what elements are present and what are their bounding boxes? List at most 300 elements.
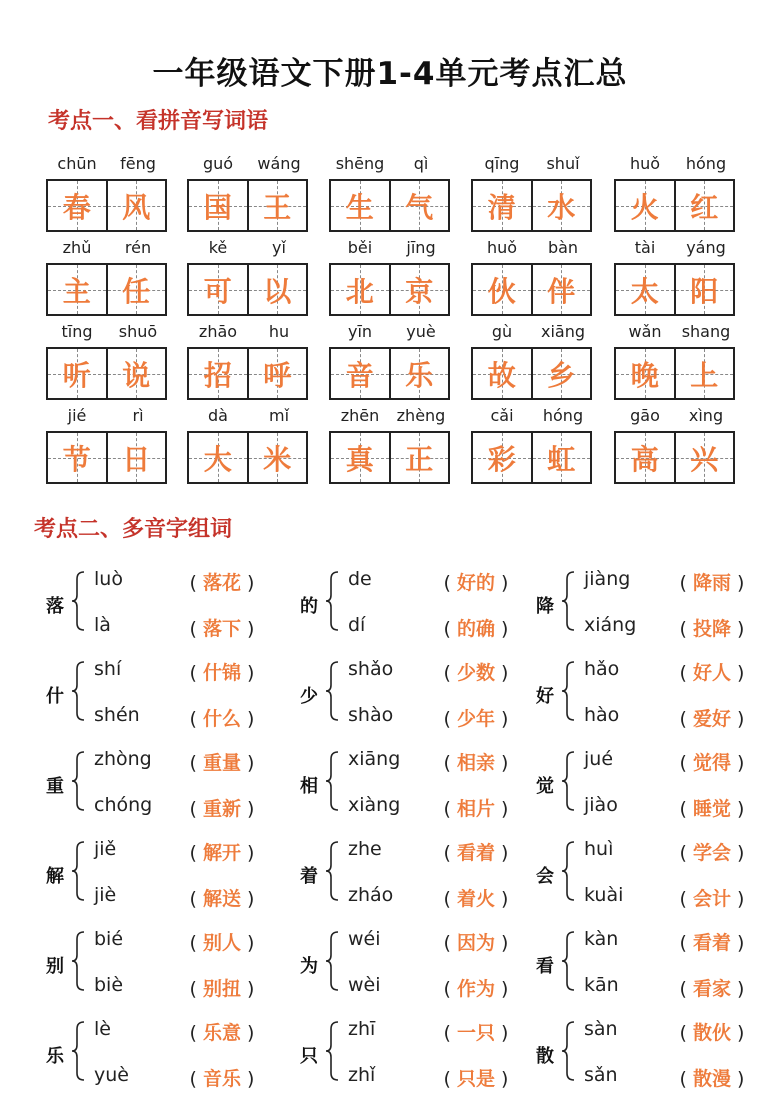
answer-parentheses: ( 少数 ) (443, 662, 509, 684)
answer-parentheses: ( 睡觉 ) (679, 798, 745, 820)
polyphonic-row (40, 742, 760, 832)
polyphonic-entry (294, 652, 534, 742)
pinyin-line (329, 238, 452, 262)
polyphonic-char: 乐 (46, 1046, 64, 1067)
tianzige-cell (473, 181, 531, 230)
answer-character: 正 (405, 442, 434, 476)
pinyin-line (614, 322, 737, 346)
reading-pinyin: luò (94, 568, 123, 590)
brace-icon (70, 930, 86, 992)
answer-character: 音 (345, 358, 374, 392)
tianzige-box (329, 179, 450, 232)
reading-pinyin: huì (584, 838, 614, 860)
answer-word: 爱好 (692, 708, 731, 730)
answer-word: 重量 (202, 752, 241, 774)
answer-word: 着火 (456, 888, 495, 910)
pinyin-line (329, 154, 452, 178)
section1-heading: 考点一、看拼音写词语 (48, 109, 269, 134)
pinyin-syllable: kě (208, 238, 228, 257)
answer-word: 相片 (456, 798, 495, 820)
answer-word: 解开 (202, 842, 241, 864)
polyphonic-char: 少 (300, 686, 318, 707)
answer-character: 高 (630, 442, 659, 476)
tianzige-cell (331, 265, 389, 314)
reading-pinyin: hǎo (584, 658, 620, 680)
reading-pinyin: xiāng (348, 748, 401, 770)
pinyin-syllable: shuō (118, 322, 158, 341)
pinyin-syllable: wǎn (628, 322, 662, 341)
answer-parentheses: ( 别人 ) (189, 932, 255, 954)
pinyin-writing-grid (46, 154, 746, 490)
answer-word: 重新 (202, 798, 241, 820)
answer-parentheses: ( 相片 ) (443, 798, 509, 820)
tianzige-box (187, 179, 308, 232)
answer-parentheses: ( 着火 ) (443, 888, 509, 910)
tianzige-box (614, 179, 735, 232)
pinyin-syllable: gāo (630, 406, 660, 425)
reading-pinyin: zhǐ (348, 1064, 376, 1086)
tianzige-cell (473, 265, 531, 314)
tianzige-cell (189, 265, 247, 314)
answer-parentheses: ( 好人 ) (679, 662, 745, 684)
brace-icon (70, 840, 86, 902)
reading-pinyin: de (348, 568, 372, 590)
brace-icon (560, 840, 576, 902)
polyphonic-entry (294, 742, 534, 832)
answer-word: 的确 (456, 618, 495, 640)
polyphonic-char: 的 (300, 596, 318, 617)
pinyin-syllable: mǐ (268, 406, 290, 425)
polyphonic-char: 相 (300, 776, 318, 797)
answer-word: 睡觉 (692, 798, 731, 820)
answer-parentheses: ( 什么 ) (189, 708, 255, 730)
answer-parentheses: ( 乐意 ) (189, 1022, 255, 1044)
tianzige-cell (616, 265, 674, 314)
reading-pinyin: wèi (348, 974, 381, 996)
reading-pinyin: kān (584, 974, 619, 996)
polyphonic-char: 散 (536, 1046, 554, 1067)
answer-word: 解送 (202, 888, 241, 910)
tianzige-cell (48, 265, 106, 314)
reading-pinyin: dí (348, 614, 366, 636)
pinyin-syllable: shang (681, 322, 731, 341)
polyphonic-entry (530, 742, 770, 832)
answer-character: 水 (547, 190, 576, 224)
word-item (46, 322, 169, 392)
tianzige-cell (189, 181, 247, 230)
tianzige-box (187, 347, 308, 400)
tianzige-cell (331, 433, 389, 482)
reading-pinyin: bié (94, 928, 124, 950)
pinyin-syllable: huǒ (629, 154, 661, 173)
tianzige-cell (389, 349, 449, 398)
brace-icon (560, 1020, 576, 1082)
answer-character: 气 (405, 190, 434, 224)
answer-parentheses: ( 少年 ) (443, 708, 509, 730)
reading-pinyin: hào (584, 704, 620, 726)
pinyin-syllable: dà (208, 406, 228, 425)
polyphonic-char: 为 (300, 956, 318, 977)
pinyin-syllable: chūn (57, 154, 97, 173)
word-item (471, 322, 594, 392)
tianzige-cell (531, 181, 591, 230)
pinyin-line (614, 238, 737, 262)
answer-character: 清 (487, 190, 516, 224)
answer-character: 伙 (487, 274, 516, 308)
answer-character: 说 (122, 358, 151, 392)
pinyin-line (329, 322, 452, 346)
tianzige-box (614, 263, 735, 316)
pinyin-line (46, 154, 169, 178)
word-item (329, 238, 452, 308)
tianzige-cell (106, 433, 166, 482)
reading-pinyin: kuài (584, 884, 624, 906)
tianzige-box (329, 347, 450, 400)
reading-pinyin: sàn (584, 1018, 618, 1040)
reading-pinyin: là (94, 614, 111, 636)
answer-word: 乐意 (202, 1022, 241, 1044)
brace-icon (324, 930, 340, 992)
tianzige-cell (616, 349, 674, 398)
pinyin-syllable: yīn (347, 322, 373, 341)
pinyin-line (471, 322, 594, 346)
brace-icon (70, 750, 86, 812)
polyphonic-entry (40, 742, 280, 832)
pinyin-syllable: zhèng (396, 406, 446, 425)
reading-pinyin: wéi (348, 928, 381, 950)
tianzige-box (187, 431, 308, 484)
reading-pinyin: xiàng (348, 794, 401, 816)
answer-parentheses: ( 解送 ) (189, 888, 255, 910)
reading-pinyin: jué (584, 748, 614, 770)
answer-word: 看着 (456, 842, 495, 864)
reading-pinyin: shào (348, 704, 394, 726)
brace-icon (560, 750, 576, 812)
tianzige-box (614, 431, 735, 484)
tianzige-cell (106, 181, 166, 230)
section2-heading: 考点二、多音字组词 (34, 517, 233, 542)
pinyin-syllable: hu (268, 322, 290, 341)
pinyin-line (46, 406, 169, 430)
answer-character: 乡 (547, 358, 576, 392)
answer-word: 觉得 (692, 752, 731, 774)
answer-word: 散漫 (692, 1068, 731, 1090)
answer-character: 呼 (263, 358, 292, 392)
answer-character: 招 (203, 358, 232, 392)
tianzige-box (46, 263, 167, 316)
pinyin-syllable: běi (347, 238, 373, 257)
answer-parentheses: ( 会计 ) (679, 888, 745, 910)
answer-character: 火 (630, 190, 659, 224)
pinyin-syllable: yuè (406, 322, 436, 341)
brace-icon (324, 750, 340, 812)
tianzige-cell (616, 433, 674, 482)
word-item (614, 238, 737, 308)
tianzige-cell (674, 349, 734, 398)
brace-icon (324, 570, 340, 632)
reading-pinyin: chóng (94, 794, 153, 816)
word-item (614, 154, 737, 224)
answer-parentheses: ( 只是 ) (443, 1068, 509, 1090)
tianzige-cell (531, 433, 591, 482)
pinyin-line (471, 238, 594, 262)
pinyin-syllable: yǐ (272, 238, 286, 257)
word-row (46, 406, 746, 490)
polyphonic-char: 好 (536, 686, 554, 707)
tianzige-cell (531, 349, 591, 398)
word-item (329, 406, 452, 476)
polyphonic-row (40, 562, 760, 652)
tianzige-cell (106, 265, 166, 314)
word-item (46, 238, 169, 308)
answer-parentheses: ( 散伙 ) (679, 1022, 745, 1044)
tianzige-box (614, 347, 735, 400)
polyphonic-entry (530, 922, 770, 1012)
pinyin-syllable: xiāng (540, 322, 585, 341)
pinyin-syllable: hóng (685, 154, 727, 173)
answer-parentheses: ( 看家 ) (679, 978, 745, 1000)
word-item (329, 322, 452, 392)
pinyin-syllable: tài (634, 238, 656, 257)
pinyin-syllable: yáng (686, 238, 726, 257)
pinyin-syllable: zhāo (198, 322, 238, 341)
tianzige-cell (674, 433, 734, 482)
word-item (471, 406, 594, 476)
polyphonic-entry (530, 652, 770, 742)
reading-pinyin: yuè (94, 1064, 129, 1086)
answer-parentheses: ( 投降 ) (679, 618, 745, 640)
answer-word: 看着 (692, 932, 731, 954)
polyphonic-grid (40, 562, 760, 1102)
answer-character: 伴 (547, 274, 576, 308)
reading-pinyin: sǎn (584, 1064, 618, 1086)
pinyin-syllable: guó (202, 154, 234, 173)
pinyin-syllable: rén (124, 238, 152, 257)
pinyin-syllable: shēng (335, 154, 385, 173)
answer-character: 京 (405, 274, 434, 308)
pinyin-syllable: xìng (688, 406, 724, 425)
pinyin-syllable: huǒ (486, 238, 518, 257)
answer-character: 可 (203, 274, 232, 308)
pinyin-line (187, 406, 310, 430)
polyphonic-entry (530, 832, 770, 922)
answer-character: 阳 (690, 274, 719, 308)
answer-word: 散伙 (692, 1022, 731, 1044)
polyphonic-char: 解 (46, 866, 64, 887)
tianzige-box (471, 179, 592, 232)
answer-parentheses: ( 爱好 ) (679, 708, 745, 730)
polyphonic-char: 落 (46, 596, 64, 617)
answer-character: 日 (122, 442, 151, 476)
pinyin-line (187, 322, 310, 346)
pinyin-line (46, 238, 169, 262)
reading-pinyin: shǎo (348, 658, 394, 680)
answer-parentheses: ( 相亲 ) (443, 752, 509, 774)
answer-parentheses: ( 作为 ) (443, 978, 509, 1000)
polyphonic-row (40, 1012, 760, 1102)
tianzige-cell (247, 265, 307, 314)
tianzige-box (471, 263, 592, 316)
reading-pinyin: jiě (94, 838, 117, 860)
polyphonic-char: 会 (536, 866, 554, 887)
answer-word: 会计 (692, 888, 731, 910)
reading-pinyin: jiào (584, 794, 618, 816)
answer-parentheses: ( 降雨 ) (679, 572, 745, 594)
reading-pinyin: zhī (348, 1018, 376, 1040)
polyphonic-entry (294, 1012, 534, 1102)
word-item (187, 238, 310, 308)
polyphonic-entry (40, 562, 280, 652)
answer-character: 以 (263, 274, 292, 308)
word-item (471, 238, 594, 308)
answer-parentheses: ( 重新 ) (189, 798, 255, 820)
answer-character: 王 (263, 190, 292, 224)
tianzige-box (46, 179, 167, 232)
polyphonic-entry (294, 832, 534, 922)
pinyin-line (614, 154, 737, 178)
page-title: 一年级语文下册1-4单元考点汇总 (152, 56, 628, 92)
word-item (471, 154, 594, 224)
pinyin-syllable: bàn (547, 238, 579, 257)
pinyin-syllable: tīng (61, 322, 93, 341)
word-row (46, 322, 746, 406)
brace-icon (560, 660, 576, 722)
answer-parentheses: ( 重量 ) (189, 752, 255, 774)
answer-parentheses: ( 觉得 ) (679, 752, 745, 774)
pinyin-syllable: jié (67, 406, 87, 425)
answer-word: 少数 (456, 662, 495, 684)
answer-character: 彩 (487, 442, 516, 476)
answer-word: 因为 (456, 932, 495, 954)
answer-parentheses: ( 别扭 ) (189, 978, 255, 1000)
answer-word: 音乐 (202, 1068, 241, 1090)
pinyin-line (471, 154, 594, 178)
polyphonic-char: 别 (46, 956, 64, 977)
answer-parentheses: ( 落花 ) (189, 572, 255, 594)
polyphonic-entry (40, 922, 280, 1012)
reading-pinyin: zháo (348, 884, 394, 906)
answer-word: 落下 (202, 618, 241, 640)
reading-pinyin: xiáng (584, 614, 637, 636)
tianzige-cell (247, 181, 307, 230)
polyphonic-char: 只 (300, 1046, 318, 1067)
answer-parentheses: ( 看着 ) (443, 842, 509, 864)
answer-word: 什么 (202, 708, 241, 730)
pinyin-syllable: gù (491, 322, 513, 341)
answer-parentheses: ( 落下 ) (189, 618, 255, 640)
pinyin-line (187, 154, 310, 178)
tianzige-box (46, 347, 167, 400)
polyphonic-char: 什 (46, 686, 64, 707)
tianzige-box (471, 431, 592, 484)
tianzige-cell (331, 181, 389, 230)
tianzige-cell (189, 433, 247, 482)
pinyin-syllable: fēng (120, 154, 156, 173)
word-item (187, 154, 310, 224)
answer-word: 相亲 (456, 752, 495, 774)
answer-word: 别扭 (202, 978, 241, 1000)
reading-pinyin: shén (94, 704, 140, 726)
reading-pinyin: biè (94, 974, 124, 996)
word-item (46, 154, 169, 224)
word-item (187, 406, 310, 476)
polyphonic-row (40, 922, 760, 1012)
brace-icon (560, 930, 576, 992)
answer-character: 兴 (690, 442, 719, 476)
reading-pinyin: zhe (348, 838, 382, 860)
tianzige-cell (674, 181, 734, 230)
word-item (614, 322, 737, 392)
pinyin-syllable: hóng (542, 406, 584, 425)
pinyin-syllable: shuǐ (546, 154, 580, 173)
answer-parentheses: ( 学会 ) (679, 842, 745, 864)
pinyin-line (471, 406, 594, 430)
answer-word: 只是 (456, 1068, 495, 1090)
answer-character: 真 (345, 442, 374, 476)
answer-word: 什锦 (202, 662, 241, 684)
tianzige-box (187, 263, 308, 316)
reading-pinyin: shí (94, 658, 122, 680)
pinyin-syllable: zhēn (340, 406, 380, 425)
word-item (46, 406, 169, 476)
reading-pinyin: lè (94, 1018, 111, 1040)
polyphonic-char: 着 (300, 866, 318, 887)
answer-parentheses: ( 解开 ) (189, 842, 255, 864)
tianzige-cell (48, 433, 106, 482)
answer-parentheses: ( 因为 ) (443, 932, 509, 954)
polyphonic-char: 重 (46, 776, 64, 797)
answer-parentheses: ( 的确 ) (443, 618, 509, 640)
answer-word: 学会 (692, 842, 731, 864)
tianzige-box (471, 347, 592, 400)
answer-character: 生 (345, 190, 374, 224)
tianzige-cell (247, 433, 307, 482)
polyphonic-char: 看 (536, 956, 554, 977)
answer-word: 落花 (202, 572, 241, 594)
tianzige-cell (389, 181, 449, 230)
tianzige-cell (674, 265, 734, 314)
polyphonic-row (40, 832, 760, 922)
pinyin-line (46, 322, 169, 346)
brace-icon (324, 660, 340, 722)
word-row (46, 154, 746, 238)
answer-character: 太 (630, 274, 659, 308)
brace-icon (70, 570, 86, 632)
polyphonic-char: 觉 (536, 776, 554, 797)
tianzige-box (329, 431, 450, 484)
answer-character: 听 (62, 358, 91, 392)
answer-parentheses: ( 一只 ) (443, 1022, 509, 1044)
answer-word: 别人 (202, 932, 241, 954)
pinyin-syllable: cǎi (490, 406, 514, 425)
pinyin-syllable: zhǔ (62, 238, 92, 257)
polyphonic-entry (294, 922, 534, 1012)
tianzige-cell (616, 181, 674, 230)
answer-character: 晚 (630, 358, 659, 392)
pinyin-syllable: qīng (484, 154, 520, 173)
answer-character: 红 (690, 190, 719, 224)
answer-parentheses: ( 看着 ) (679, 932, 745, 954)
polyphonic-row (40, 652, 760, 742)
tianzige-cell (189, 349, 247, 398)
answer-character: 乐 (405, 358, 434, 392)
pinyin-syllable: jīng (406, 238, 436, 257)
answer-character: 风 (122, 190, 151, 224)
word-item (187, 322, 310, 392)
brace-icon (324, 840, 340, 902)
answer-word: 作为 (456, 978, 495, 1000)
answer-word: 好的 (456, 572, 495, 594)
